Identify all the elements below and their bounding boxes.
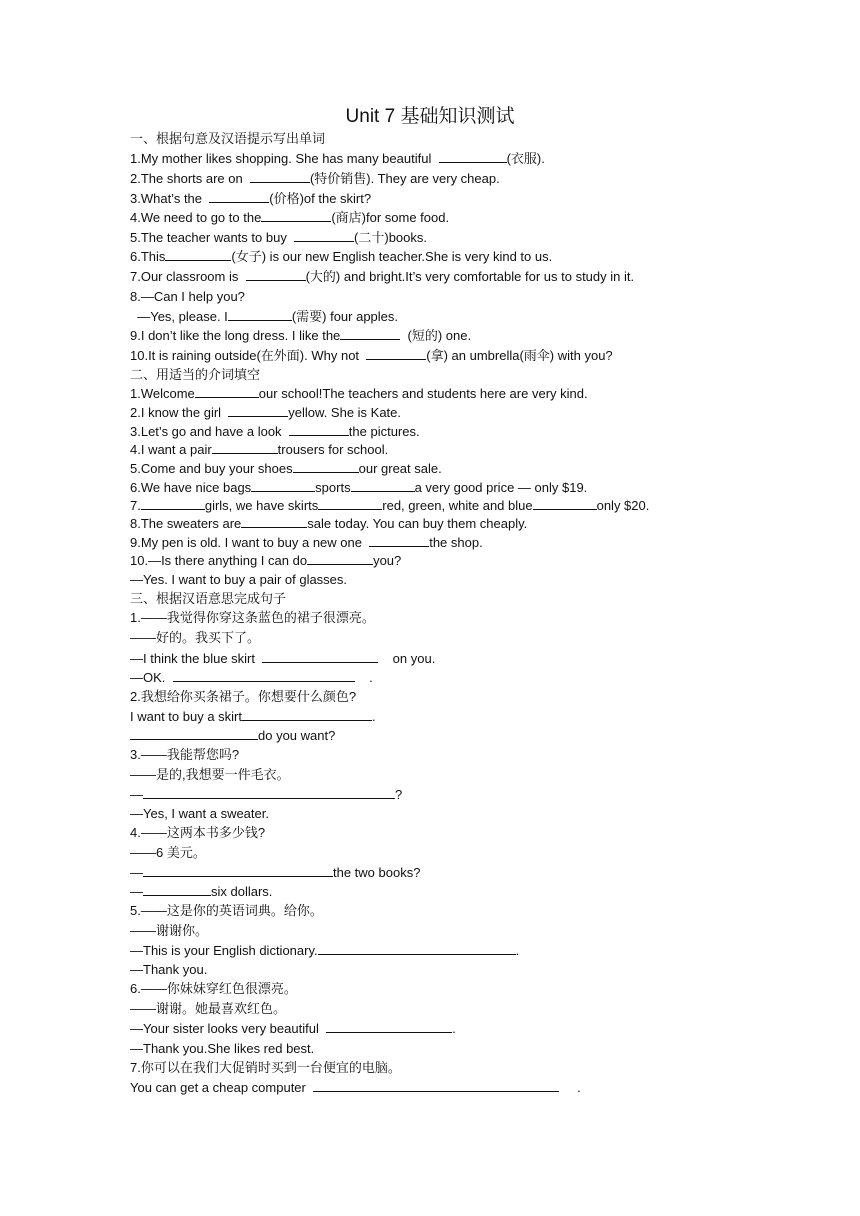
worksheet-line xyxy=(130,629,260,647)
line-text: 6.We have nice bags xyxy=(130,480,252,495)
answer-blank[interactable] xyxy=(326,1020,452,1033)
line-text: yellow. She is Kate. xyxy=(288,405,402,420)
line-text: —Your sister looks very beautiful xyxy=(130,1021,327,1036)
worksheet-line xyxy=(130,883,272,901)
line-text: (特价销售). They are very cheap. xyxy=(309,171,500,186)
answer-blank[interactable] xyxy=(141,497,205,510)
worksheet-line xyxy=(130,190,371,208)
answer-blank[interactable] xyxy=(242,708,372,721)
worksheet-line xyxy=(130,385,588,403)
line-text: . xyxy=(559,1080,581,1095)
worksheet-line xyxy=(130,571,347,589)
line-text: —Yes, please. I xyxy=(130,309,228,324)
answer-blank[interactable] xyxy=(261,209,331,222)
line-text: 9.My pen is old. I want to buy a new one xyxy=(130,535,370,550)
answer-blank[interactable] xyxy=(228,404,288,417)
worksheet-line xyxy=(130,844,206,862)
line-text: —Thank you. xyxy=(130,962,208,977)
line-text: ——谢谢你。 xyxy=(130,923,209,938)
answer-blank[interactable] xyxy=(366,347,426,360)
worksheet-line xyxy=(130,688,356,706)
line-text: 三、根据汉语意思完成句子 xyxy=(130,591,287,606)
line-text: (商店)for some food. xyxy=(331,210,450,225)
answer-blank[interactable] xyxy=(143,786,395,799)
answer-blank[interactable] xyxy=(369,534,429,547)
line-text: 二、用适当的介词填空 xyxy=(130,367,261,382)
line-text: 5.The teacher wants to buy xyxy=(130,230,295,245)
line-text: our great sale. xyxy=(358,461,442,476)
answer-blank[interactable] xyxy=(293,460,359,473)
line-text: six dollars. xyxy=(211,884,273,899)
line-text: 1.——我觉得你穿这条蓝色的裙子很漂亮。 xyxy=(130,610,375,625)
worksheet-line xyxy=(130,961,207,979)
answer-blank[interactable] xyxy=(307,552,373,565)
worksheet-line xyxy=(130,1000,286,1018)
worksheet-line xyxy=(130,479,587,497)
line-text: — xyxy=(130,787,143,802)
worksheet-line xyxy=(130,805,269,823)
answer-blank[interactable] xyxy=(318,497,382,510)
line-text: on you. xyxy=(378,651,436,666)
answer-blank[interactable] xyxy=(318,942,516,955)
line-text: — xyxy=(130,865,143,880)
line-text: red, green, white and blue xyxy=(382,498,533,513)
worksheet-line xyxy=(130,441,388,459)
line-text: a very good price — only $19. xyxy=(414,480,588,495)
line-text: 1.My mother likes shopping. She has many beautiful xyxy=(130,151,439,166)
worksheet-line xyxy=(130,150,545,168)
line-text: sports xyxy=(315,480,351,495)
worksheet-line xyxy=(130,1020,456,1038)
answer-blank[interactable] xyxy=(195,385,259,398)
line-text: 4.I want a pair xyxy=(130,442,212,457)
line-text: 4.——这两本书多少钱? xyxy=(130,825,266,840)
line-text: 8.The sweaters are xyxy=(130,516,242,531)
line-text: (女子) is our new English teacher.She is very kind to us. xyxy=(231,249,553,264)
answer-blank[interactable] xyxy=(533,497,597,510)
worksheet-line xyxy=(130,288,245,306)
answer-blank[interactable] xyxy=(251,479,315,492)
line-text: 3.What’s the xyxy=(130,191,210,206)
line-text: ——好的。我买下了。 xyxy=(130,630,261,645)
line-text: — xyxy=(130,884,143,899)
worksheet-line xyxy=(130,727,335,745)
line-text: (拿) an umbrella(雨伞) with you? xyxy=(426,348,613,363)
worksheet-line xyxy=(130,766,290,784)
answer-blank[interactable] xyxy=(439,150,507,163)
worksheet-line xyxy=(130,1040,314,1058)
line-text: —OK. xyxy=(130,670,173,685)
line-text: 9.I don’t like the long dress. I like the xyxy=(130,328,341,343)
answer-blank[interactable] xyxy=(241,515,307,528)
line-text: 5.——这是你的英语词典。给你。 xyxy=(130,903,323,918)
line-text: only $20. xyxy=(596,498,650,513)
worksheet-line xyxy=(130,209,449,227)
worksheet-line xyxy=(130,902,323,920)
worksheet-line xyxy=(130,609,375,627)
answer-blank[interactable] xyxy=(313,1079,559,1092)
line-text: —Yes, I want a sweater. xyxy=(130,806,269,821)
answer-blank[interactable] xyxy=(262,650,378,663)
line-text: ——谢谢。她最喜欢红色。 xyxy=(130,1001,287,1016)
worksheet-line xyxy=(130,515,527,533)
worksheet-line xyxy=(130,552,401,570)
worksheet-line xyxy=(130,650,435,668)
worksheet-line xyxy=(130,423,420,441)
worksheet-line xyxy=(130,864,420,882)
line-text: (需要) four apples. xyxy=(291,309,399,324)
worksheet-line xyxy=(130,534,483,552)
worksheet-line xyxy=(130,786,402,804)
worksheet-line xyxy=(130,229,427,247)
line-text: . xyxy=(354,670,373,685)
page-title: Unit 7 基础知识测试 xyxy=(345,106,515,127)
line-text: (大的) and bright.It’s very comfortable for us to study in it. xyxy=(305,269,635,284)
worksheet-line xyxy=(130,980,297,998)
answer-blank[interactable] xyxy=(165,248,231,261)
worksheet-line xyxy=(130,1059,401,1077)
line-text: 1.Welcome xyxy=(130,386,195,401)
answer-blank[interactable] xyxy=(212,441,278,454)
worksheet-line xyxy=(130,327,471,345)
line-text: 10.It is raining outside(在外面). Why not xyxy=(130,348,367,363)
line-text: 6.——你妹妹穿红色很漂亮。 xyxy=(130,981,297,996)
line-text: 10.—Is there anything I can do xyxy=(130,553,308,568)
line-text: 7.你可以在我们大促销时买到一台便宜的电脑。 xyxy=(130,1060,401,1075)
line-text: —I think the blue skirt xyxy=(130,651,263,666)
line-text: the pictures. xyxy=(348,424,420,439)
answer-blank[interactable] xyxy=(246,268,306,281)
line-text: ——6 美元。 xyxy=(130,845,206,860)
answer-blank[interactable] xyxy=(250,170,310,183)
worksheet-line xyxy=(130,922,208,940)
answer-blank[interactable] xyxy=(289,423,349,436)
line-text: 6.This xyxy=(130,249,166,264)
worksheet-line xyxy=(130,942,519,960)
worksheet-line xyxy=(130,746,239,764)
line-text: girls, we have skirts xyxy=(204,498,319,513)
answer-blank[interactable] xyxy=(351,479,415,492)
worksheet-line xyxy=(130,460,442,478)
line-text: (短的) one. xyxy=(400,328,472,343)
line-text: 2.我想给你买条裙子。你想要什么颜色? xyxy=(130,689,357,704)
line-text: the shop. xyxy=(429,535,483,550)
line-text: 7. xyxy=(130,498,141,513)
line-text: 3.Let’s go and have a look xyxy=(130,424,289,439)
answer-blank[interactable] xyxy=(130,727,258,740)
answer-blank[interactable] xyxy=(173,669,355,682)
line-text: the two books? xyxy=(333,865,421,880)
line-text: You can get a cheap computer xyxy=(130,1080,314,1095)
line-text: —Yes. I want to buy a pair of glasses. xyxy=(130,572,348,587)
answer-blank[interactable] xyxy=(228,308,292,321)
line-text: ——是的,我想要一件毛衣。 xyxy=(130,767,290,782)
line-text: (价格)of the skirt? xyxy=(269,191,372,206)
line-text: —This is your English dictionary. xyxy=(130,943,318,958)
line-text: 2.I know the girl xyxy=(130,405,229,420)
answer-blank[interactable] xyxy=(143,883,211,896)
line-text: our school!The teachers and students here are very kind. xyxy=(258,386,588,401)
line-text: (衣服). xyxy=(506,151,545,166)
worksheet-line xyxy=(130,130,325,148)
line-text: do you want? xyxy=(258,728,336,743)
answer-blank[interactable] xyxy=(294,229,354,242)
line-text: 5.Come and buy your shoes xyxy=(130,461,293,476)
line-text: you? xyxy=(373,553,402,568)
worksheet-line xyxy=(130,1079,581,1097)
worksheet-line xyxy=(130,708,376,726)
line-text: 2.The shorts are on xyxy=(130,171,250,186)
line-text: —Thank you.She likes red best. xyxy=(130,1041,315,1056)
line-text: . xyxy=(372,709,376,724)
line-text: trousers for school. xyxy=(277,442,389,457)
worksheet-line xyxy=(130,497,649,515)
worksheet-line xyxy=(130,347,613,365)
line-text: ? xyxy=(395,787,403,802)
worksheet-line xyxy=(130,590,286,608)
worksheet-line xyxy=(130,669,373,687)
line-text: sale today. You can buy them cheaply. xyxy=(307,516,528,531)
line-text: 8.—Can I help you? xyxy=(130,289,245,304)
answer-blank[interactable] xyxy=(340,327,400,340)
worksheet-line xyxy=(130,824,265,842)
line-text: (二十)books. xyxy=(354,230,428,245)
worksheet-line xyxy=(130,248,552,266)
answer-blank[interactable] xyxy=(209,190,269,203)
worksheet-line xyxy=(130,308,398,326)
line-text: 一、根据句意及汉语提示写出单词 xyxy=(130,131,326,146)
line-text: . xyxy=(452,1021,456,1036)
line-text: 3.——我能帮您吗? xyxy=(130,747,240,762)
line-text: I want to buy a skirt xyxy=(130,709,242,724)
line-text: 4.We need to go to the xyxy=(130,210,262,225)
worksheet-line xyxy=(130,170,500,188)
worksheet-line xyxy=(130,366,260,384)
line-text: 7.Our classroom is xyxy=(130,269,246,284)
line-text: . xyxy=(515,943,520,958)
worksheet-line xyxy=(130,404,401,422)
worksheet-line xyxy=(130,268,634,286)
answer-blank[interactable] xyxy=(143,864,333,877)
